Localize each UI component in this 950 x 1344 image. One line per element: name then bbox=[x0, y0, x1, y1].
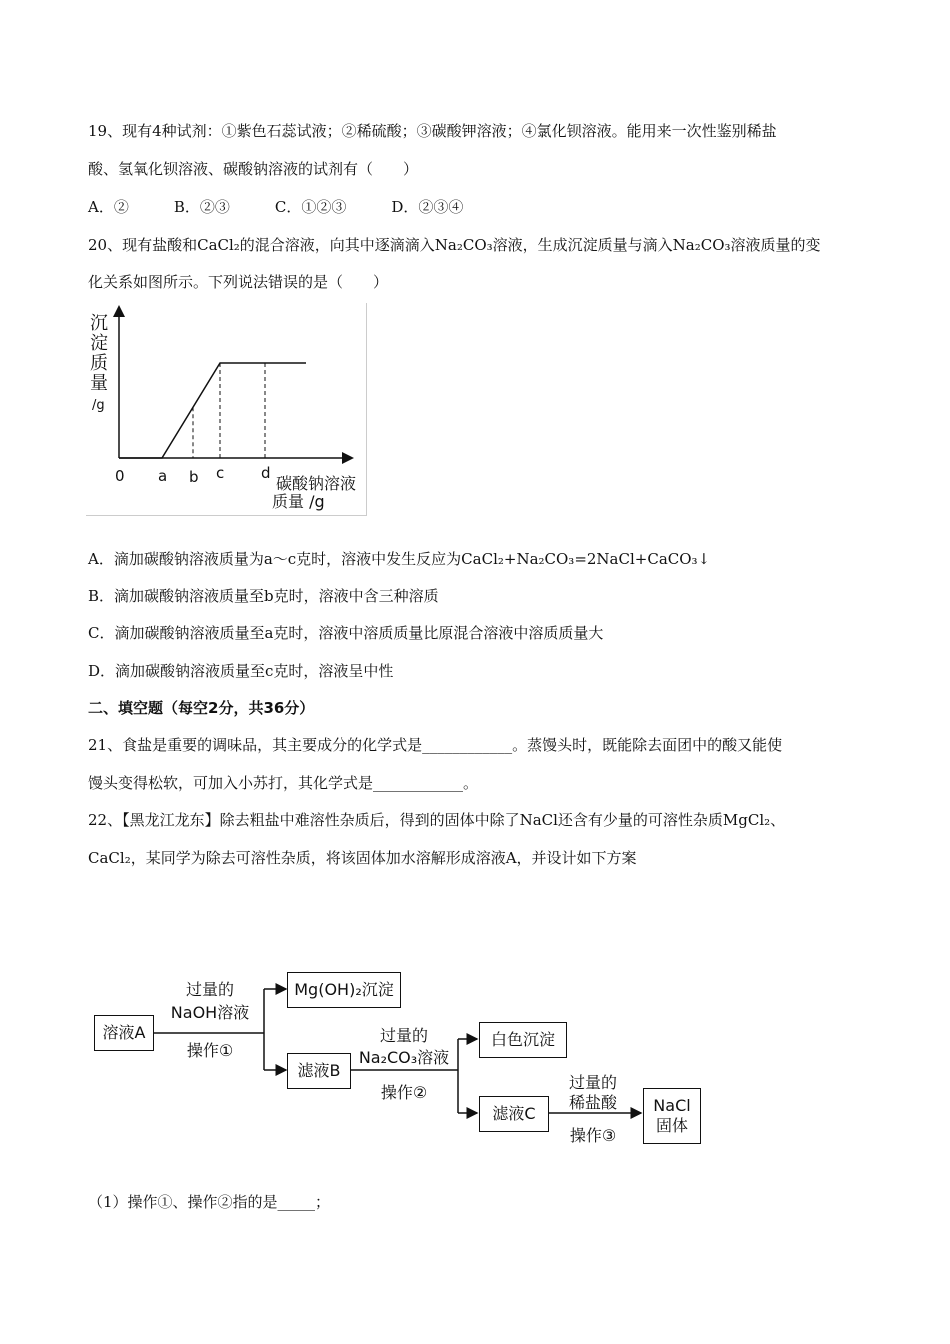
precipitate-chart bbox=[86, 303, 367, 516]
q22-sub1: （1）操作①、操作②指的是_____； bbox=[88, 1193, 331, 1211]
y-axis-label-char: 质 bbox=[90, 353, 108, 374]
q19-options: A．② B．②③ C．①②③ D．②③④ bbox=[88, 198, 464, 216]
x-axis-label-line2: 质量 /g bbox=[272, 492, 325, 511]
step3-operation: 操作③ bbox=[569, 1126, 617, 1145]
x-tick-label-d: d bbox=[261, 464, 271, 482]
solid-label: 固体 bbox=[655, 1116, 688, 1135]
x-axis-label-line1: 碳酸钠溶液 bbox=[276, 474, 357, 493]
y-axis-label-char: 沉 bbox=[90, 313, 108, 334]
y-axis-label-char: 淀 bbox=[90, 333, 108, 354]
x-tick-label-a: a bbox=[158, 467, 168, 485]
q19-line1: 19、现有4种试剂：①紫色石蕊试液；②稀硫酸；③碳酸钾溶液；④氯化钡溶液。能用来一次性鉴别稀盐 bbox=[88, 122, 777, 140]
box-solution-a: 溶液A bbox=[94, 1015, 154, 1051]
x-tick-label-c: c bbox=[216, 464, 225, 482]
step2-operation: 操作② bbox=[380, 1083, 428, 1102]
chart-svg bbox=[86, 303, 366, 515]
q20-line1: 20、现有盐酸和CaCl₂的混合溶液，向其中逐滴滴入Na₂CO₃溶液，生成沉淀质量与滴入Na₂CO₃溶液质量的变 bbox=[88, 236, 821, 254]
x-tick-label-0: 0 bbox=[115, 467, 125, 485]
step1-operation: 操作① bbox=[186, 1041, 234, 1060]
q20-option-b: B．滴加碳酸钠溶液质量至b克时，溶液中含三种溶质 bbox=[88, 587, 439, 605]
box-nacl-solid bbox=[643, 1088, 701, 1144]
y-axis-label-char: /g bbox=[92, 398, 105, 413]
step1-reagent-line2: NaOH溶液 bbox=[170, 1003, 250, 1022]
step2-reagent-line2: Na₂CO₃溶液 bbox=[358, 1048, 450, 1067]
box-white-precipitate: 白色沉淀 bbox=[479, 1022, 567, 1058]
section-title: 二、填空题（每空2分，共36分） bbox=[88, 699, 315, 717]
step2-reagent-line1: 过量的 bbox=[379, 1026, 428, 1045]
nacl-label: NaCl bbox=[653, 1096, 691, 1115]
precipitate-line bbox=[119, 363, 306, 458]
q20-option-c: C．滴加碳酸钠溶液质量至a克时，溶液中溶质质量比原混合溶液中溶质质量大 bbox=[88, 624, 604, 642]
box-filtrate-b: 滤液B bbox=[287, 1053, 351, 1089]
q20-option-d: D．滴加碳酸钠溶液质量至c克时，溶液呈中性 bbox=[88, 662, 394, 680]
q21-line2: 馒头变得松软，可加入小苏打，其化学式是____________。 bbox=[88, 774, 479, 792]
q22-line1: 22、【黑龙江龙东】除去粗盐中难溶性杂质后，得到的固体中除了NaCl还含有少量的可溶性杂质MgCl₂、 bbox=[88, 811, 786, 829]
box-mg-oh2: Mg(OH)₂沉淀 bbox=[287, 972, 401, 1008]
q20-option-a: A．滴加碳酸钠溶液质量为a～c克时，溶液中发生反应为CaCl₂+Na₂CO₃=2NaCl+CaCO₃↓ bbox=[88, 550, 711, 568]
step3-reagent-line1: 过量的 bbox=[568, 1073, 617, 1092]
q19-line2: 酸、氢氧化钡溶液、碳酸钠溶液的试剂有（ ） bbox=[88, 160, 419, 178]
q22-line2: CaCl₂，某同学为除去可溶性杂质，将该固体加水溶解形成溶液A，并设计如下方案 bbox=[88, 849, 637, 867]
y-axis-label-char: 量 bbox=[90, 373, 108, 394]
step3-reagent-line2: 稀盐酸 bbox=[568, 1093, 617, 1112]
step1-reagent-line1: 过量的 bbox=[185, 980, 234, 999]
purification-flowchart bbox=[88, 965, 708, 1155]
q20-line2: 化关系如图所示。下列说法错误的是（ ） bbox=[88, 273, 389, 291]
box-filtrate-c: 滤液C bbox=[479, 1096, 549, 1132]
q21-line1: 21、食盐是重要的调味品，其主要成分的化学式是____________。蒸馒头时，既能除去面团中的酸又能使 bbox=[88, 736, 783, 754]
x-tick-label-b: b bbox=[189, 468, 199, 486]
